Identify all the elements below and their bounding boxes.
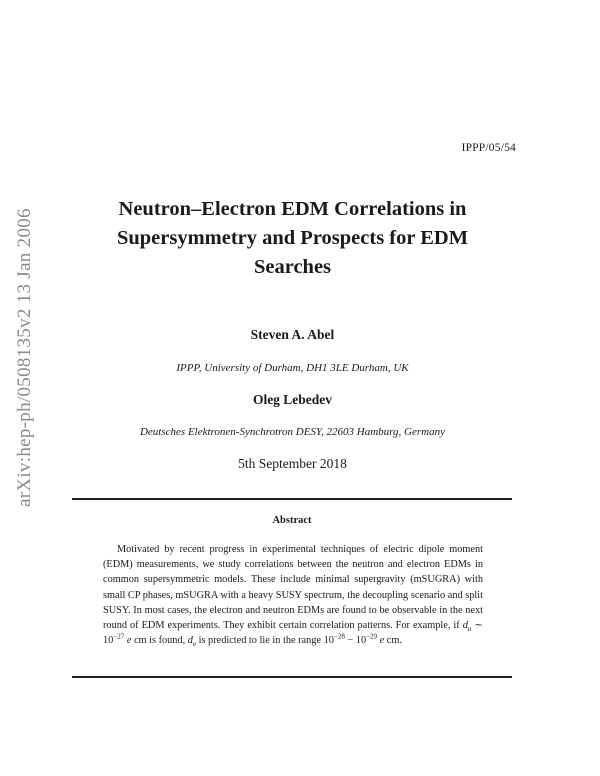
math-symbol: d [462, 620, 468, 632]
abstract-body [103, 542, 483, 648]
math-exponent: −29 [366, 632, 378, 641]
math-subscript: e [192, 640, 197, 649]
author-affiliation: Deutsches Elektronen-Synchrotron DESY, 22603 Hamburg, Germany [139, 426, 445, 438]
title-line: Neutron–Electron EDM Correlations in [118, 198, 467, 220]
author-name: Steven A. Abel [250, 327, 335, 342]
top-rule [72, 498, 512, 500]
title-line: Supersymmetry and Prospects for EDM [116, 227, 469, 249]
math-number: 10 [355, 635, 367, 647]
math-subscript: n [467, 625, 472, 634]
paper-date: 5th September 2018 [238, 456, 347, 471]
report-number: IPPP/05/54 [461, 142, 516, 154]
bottom-rule [72, 676, 512, 678]
math-operator: − [347, 635, 354, 647]
math-operator: ∼ [474, 620, 483, 632]
author-affiliation: IPPP, University of Durham, DH1 3LE Durham, UK [176, 362, 409, 374]
math-symbol: d [187, 635, 193, 647]
math-exponent: −27 [113, 632, 125, 641]
title-line: Searches [253, 256, 332, 278]
math-exponent: −28 [333, 632, 345, 641]
abstract-text: cm. [386, 635, 402, 647]
arxiv-sidebar-id: arXiv:hep-ph/0508135v2 13 Jan 2006 [14, 208, 35, 507]
abstract-text: Motivated by recent progress in experimental techniques of electric dipole moment (EDM) measurements, we study correlations between the neutron and electron EDMs in common supersymmetric models. These include minimal supergravity (mSUGRA) with small CP phases, mSUGRA with a heavy SUSY spectrum, the decoupling scenario and split SUSY. In most cases, the electron and neutron EDMs are found to be observable in the next round of EDM experiments. They exhibit certain correlation patterns. For example, if [103, 544, 483, 632]
paper-title [60, 195, 525, 282]
math-number: 10 [323, 635, 334, 647]
math-unit: e [126, 635, 132, 647]
abstract-text: is predicted to lie in the range [198, 635, 321, 647]
math-unit: e [379, 635, 385, 647]
author-name: Oleg Lebedev [252, 392, 333, 407]
abstract-text: cm is found, [133, 635, 186, 647]
math-number: 10 [103, 635, 114, 647]
abstract-heading: Abstract [272, 515, 312, 526]
